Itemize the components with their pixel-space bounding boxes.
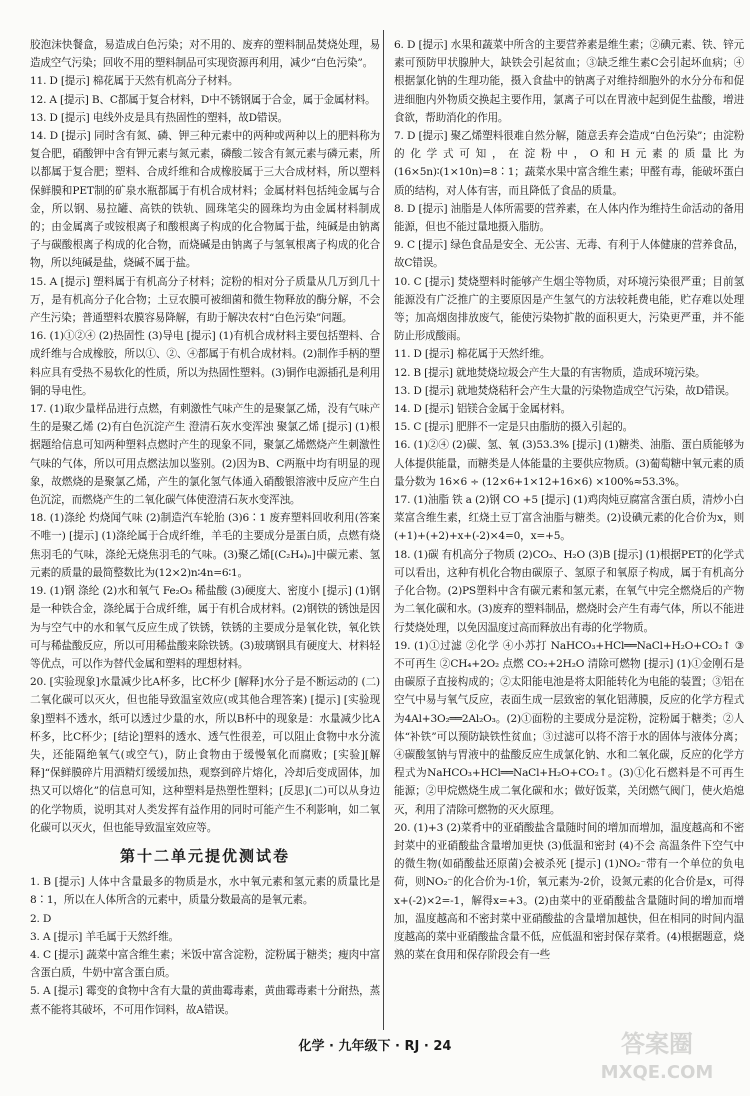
- answer-item: 19. (1)①过滤 ②化学 ④小苏打 NaHCO₃+HCl══NaCl+H₂O+CO₂↑ ③不可再生 ②CH₄+2O₂ 点燃 CO₂+2H₂O 清除可燃物 [提示] (1)①金刚石是由碳原子直接构成的；②太阳能电池是将太阳能转化为电能的装置；③铝在空气中易与氧气反应，表面生成一层致密的氧化铝薄膜，反应的化学方程式为4Al+3O₂══2Al₂O₃。(2)①面粉的主要成分是淀粉，淀粉属于糖类；②人体“补铁”可以预防缺铁性贫血；③过滤可以将不溶于水的固体与液体分离；④碳酸氢钠与胃液中的盐酸反应生成氯化钠、水和二氧化碳，反应的化学方程式为NaHCO₃+HCl══NaCl+H₂O+CO₂↑。(3)①化石燃料是不可再生能源；②甲烷燃烧生成二氧化碳和水；做好饭菜，关闭燃气阀门，使火焰熄灭，利用了清除可燃物的灭火原理。: [394, 639, 744, 816]
- right-column: [394, 36, 744, 964]
- answer-item: 13. D [提示] 就地焚烧秸秆会产生大量的污染物造成空气污染，故D错误。: [394, 384, 736, 397]
- watermark-logo: [582, 1024, 732, 1088]
- answer-item: 16. (1)①②④ (2)热固性 (3)导电 [提示] (1)有机合成材料主要包括塑料、合成纤维与合成橡胶，所以①、②、④都属于有机合成材料。(2)制作手柄的塑料应具有受热不易软化的性质，所以为热固性塑料。(3)铜作电源插孔是利用铜的导电性。: [30, 330, 380, 397]
- answer-item: 12. B [提示] 就地焚烧垃圾会产生大量的有害物质，造成环境污染。: [394, 366, 706, 379]
- right-answers: [394, 36, 744, 964]
- answer-item: 20. [实验现象]水量减少比A杯多，比C杯少 [解释]水分子是不断运动的 (二)二氧化碳可以灭火，但也能导致温室效应(或其他合理答案) [提示] [实验现象]塑料不透水，纸可以透过少量的水，所以B杯中的现象是：水量减少比A杯多，比C杯少；[结论]塑料的透水、透气性很差，可以阻止食物中水分流失，还能隔绝氧气(或空气)，防止食物由于缓慢氧化而腐败；[实验][解释]“保鲜膜碎片用酒精灯缓缓加热，观察到碎片熔化，冷却后变成固体，加热又可以熔化”的信息可知，这种塑料是热塑性塑料；[反思](二)可以从身边的化学物质，说明其对人类发挥有益作用的同时可能产生不利影响，如二氧化碳可以灭火，但也能导致温室效应等。: [30, 676, 380, 834]
- answer-item: 13. D [提示] 电线外皮是具有热固性的塑料，故D错误。: [30, 111, 289, 124]
- answer-item: 18. (1)涤纶 灼烧闻气味 (2)制造汽车轮胎 (3)6∶1 废弃塑料回收利用(答案不唯一) [提示] (1)涤纶属于合成纤维，羊毛的主要成分是蛋白质，点燃有烧焦羽毛的气味，涤纶无烧焦羽毛的气味。(3)聚乙烯[(C₂H₄)ₙ]中碳元素、氢元素的质量的最简整数比为(12×2)n∶4n=6∶1。: [30, 512, 380, 579]
- page-footer: 化学 · 九年级下 · RJ · 24: [298, 1039, 452, 1054]
- answer-item: 6. D [提示] 水果和蔬菜中所含的主要营养素是维生素；②碘元素、铁、锌元素可预防甲状腺肿大，缺铁会引起贫血；③缺乏维生素C会引起坏血病；④根据氯化钠的生理功能，摄入食盐中的钠离子对维持细胞外的水分分布和促进细胞内外物质交换起主要作用，氯离子可以在胃液中起到促生盐酸，增进食欲，帮助消化的作用。: [394, 39, 744, 124]
- section-heading: 第十二单元提优测试卷: [119, 846, 290, 865]
- answer-item: 1. B [提示] 人体中含量最多的物质是水，水中氧元素和氢元素的质量比是8∶1，所以在人体所含的元素中，质量分数最高的是氧元素。: [30, 876, 380, 907]
- column-divider: [383, 30, 384, 1030]
- left-column: [30, 36, 380, 1019]
- answer-item: 胶泡沫快餐盒，易造成白色污染；对不用的、废弃的塑料制品焚烧处理，易造成空气污染；回收不用的塑料制品可实现资源再利用，减少“白色污染”。: [30, 39, 380, 70]
- answer-item: 7. D [提示] 聚乙烯塑料很难自然分解，随意丢弃会造成“白色污染”；由淀粉的化学式可知，在淀粉中，O和H元素的质量比为(16×5n)∶(1×10n)=8∶1；蔬菜水果中富含维生素；甲醛有毒，能破坏蛋白质的结构，对人体有害，而且降低了食品的质量。: [394, 130, 744, 197]
- answer-item: 10. C [提示] 焚烧塑料时能够产生烟尘等物质，对环境污染很严重；目前氢能源没有广泛推广的主要原因是产生氢气的方法较耗费电能，贮存难以处理等；加高烟囱排放废气，能使污染物扩散的面积更大，污染更严重，并不能防止形成酸雨。: [394, 275, 744, 343]
- answer-item: 4. C [提示] 蔬菜中富含维生素；米饭中富含淀粉，淀粉属于糖类；瘦肉中富含蛋白质，牛奶中富含蛋白质。: [30, 948, 380, 980]
- answer-item: 20. (1)+3 (2)菜肴中的亚硝酸盐含量随时间的增加而增加，温度越高和不密封菜中的亚硝酸盐含量增加更快 (3)低温和密封 (4)不会 高温条件下空气中的微生物(如硝酸盐还原菌)会被杀死 [提示] (1)NO₂⁻带有一个单位的负电荷，则NO₂⁻的化合价为-1价，氧元素为-2价，设氮元素的化合价是x，可得x+(-2)×2=-1，解得x=+3。(2)由菜中的亚硝酸盐含量随时间的增加而增加，温度越高和不密封菜中亚硝酸盐的含量增加越快，但在相同的时间内温度越高的菜中亚硝酸盐含量不低，应低温和密封保存菜肴。(4)根据题意，烧熟的菜在食用和保存阶段会有一些: [394, 821, 744, 962]
- answer-item: 12. A [提示] B、C都属于复合材料，D中不锈钢属于合金，属于金属材料。: [30, 93, 376, 106]
- left-answers: [30, 36, 380, 837]
- left-answers-section: [30, 873, 380, 1019]
- answer-item: 15. C [提示] 肥胖不一定是只由脂肪的摄入引起的。: [394, 421, 634, 434]
- watermark-line2: MXQE.COM: [600, 1062, 714, 1083]
- answer-item: 19. (1)钢 涤纶 (2)水和氧气 Fe₂O₃ 稀盐酸 (3)硬度大、密度小 [提示] (1)钢是一种铁合金，涤纶属于合成纤维，属于有机合成材料。(2)钢铁的锈蚀是因为与空气中的水和氧气反应生成了铁锈，铁锈的主要成分是氧化铁，氧化铁可与稀盐酸反应，所以可用稀盐酸来除铁锈。(3)玻璃钢具有硬度大、材料轻等优点，可以作为替代金属和塑料的理想材料。: [30, 585, 380, 670]
- answer-item: 5. A [提示] 霉变的食物中含有大量的黄曲霉毒素，黄曲霉毒素十分耐热，蒸煮不能将其破坏，不可用作饲料，故A错误。: [30, 985, 380, 1016]
- answer-item: 2. D: [30, 912, 52, 925]
- answer-item: 17. (1)取少量样品进行点燃，有刺激性气味产生的是聚氯乙烯，没有气味产生的是聚乙烯 (2)有白色沉淀产生 澄清石灰水变浑浊 聚氯乙烯 [提示] (1)根据题给信息可知两种塑料点燃时产生的现象不同，聚氯乙烯燃烧产生刺激性气味的气体，所以可用点燃法加以鉴别。(2)因为B、C两瓶中均有明显的现象，故燃烧的是聚氯乙烯，产生的氯化氢气体通入硝酸银溶液中反应产生白色沉淀，而燃烧产生的二氧化碳气体使澄清石灰水变浑浊。: [30, 403, 380, 507]
- answer-item: 14. D [提示] 同时含有氮、磷、钾三种元素中的两种或两种以上的肥料称为复合肥，硝酸钾中含有钾元素与氮元素，磷酸二铵含有氮元素与磷元素，所以都属于复合肥；塑料、合成纤维和合成橡胶属于三大合成材料，所以塑料保鲜膜和PET制的矿泉水瓶都属于有机合成材料；金属材料包括纯金属与合金，所以钢、易拉罐、高铁的铁轨、圆珠笔尖的圆珠均为由金属材料制成的；由金属离子或铵根离子和酸根离子构成的化合物属于盐，纯碱是由钠离子与碳酸根离子构成的化合物，而烧碱是由钠离子与氢氧根离子构成的化合物，所以纯碱是盐，烧碱不属于盐。: [30, 130, 380, 270]
- answer-item: 14. D [提示] 铝镁合金属于金属材料。: [394, 403, 572, 416]
- watermark-line1: 答案圈: [621, 1030, 693, 1058]
- answer-item: 8. D [提示] 油脂是人体所需要的营养素，在人体内作为维持生命活动的备用能源，但也不能过量地摄入脂肪。: [394, 202, 744, 234]
- answer-item: 16. (1)②④ (2)碳、氢、氧 (3)53.3% [提示] (1)糖类、油脂、蛋白质能够为人体提供能量，而糖类是人体能量的主要供应物质。(3)葡萄糖中氧元素的质量分数为 16×6 ÷ (12×6+1×12+16×6) ×100%≈53.3%。: [394, 439, 744, 488]
- answer-item: 18. (1)碳 有机高分子物质 (2)CO₂、H₂O (3)B [提示] (1)根据PET的化学式可以看出，这种有机化合物由碳原子、氢原子和氧原子构成，属于有机高分子化合物。(2)PS塑料中含有碳元素和氢元素，在氧气中完全燃烧后的产物为二氧化碳和水。(3)废弃的塑料制品，燃烧时会产生有毒气体，所以不能进行焚烧处理，以免因温度过高而释放出有毒的化学物质。: [394, 548, 744, 634]
- answer-item: 17. (1)油脂 铁 a (2)钢 CO +5 [提示] (1)鸡肉炖豆腐富含蛋白质，清炒小白菜富含维生素，红烧土豆丁富含油脂与糖类。(2)设碘元素的化合价为x，则(+1)+(+2)+x+(-2)×4=0，x=+5。: [394, 494, 744, 543]
- answer-item: 15. A [提示] 塑料属于有机高分子材料；淀粉的相对分子质量从几万到几十万，是有机高分子化合物；土豆农膜可被细菌和微生物释放的酶分解，不会产生污染；普通塑料农膜容易降解，有助于解决农村“白色污染”问题。: [30, 275, 380, 325]
- answer-item: 3. A [提示] 羊毛属于天然纤维。: [30, 930, 179, 943]
- answer-item: 11. D [提示] 棉花属于天然纤维。: [394, 348, 551, 361]
- answer-item: 11. D [提示] 棉花属于天然有机高分子材料。: [30, 75, 239, 88]
- answer-item: 9. C [提示] 绿色食品是安全、无公害、无毒、有利于人体健康的营养食品，故C错误。: [394, 239, 744, 270]
